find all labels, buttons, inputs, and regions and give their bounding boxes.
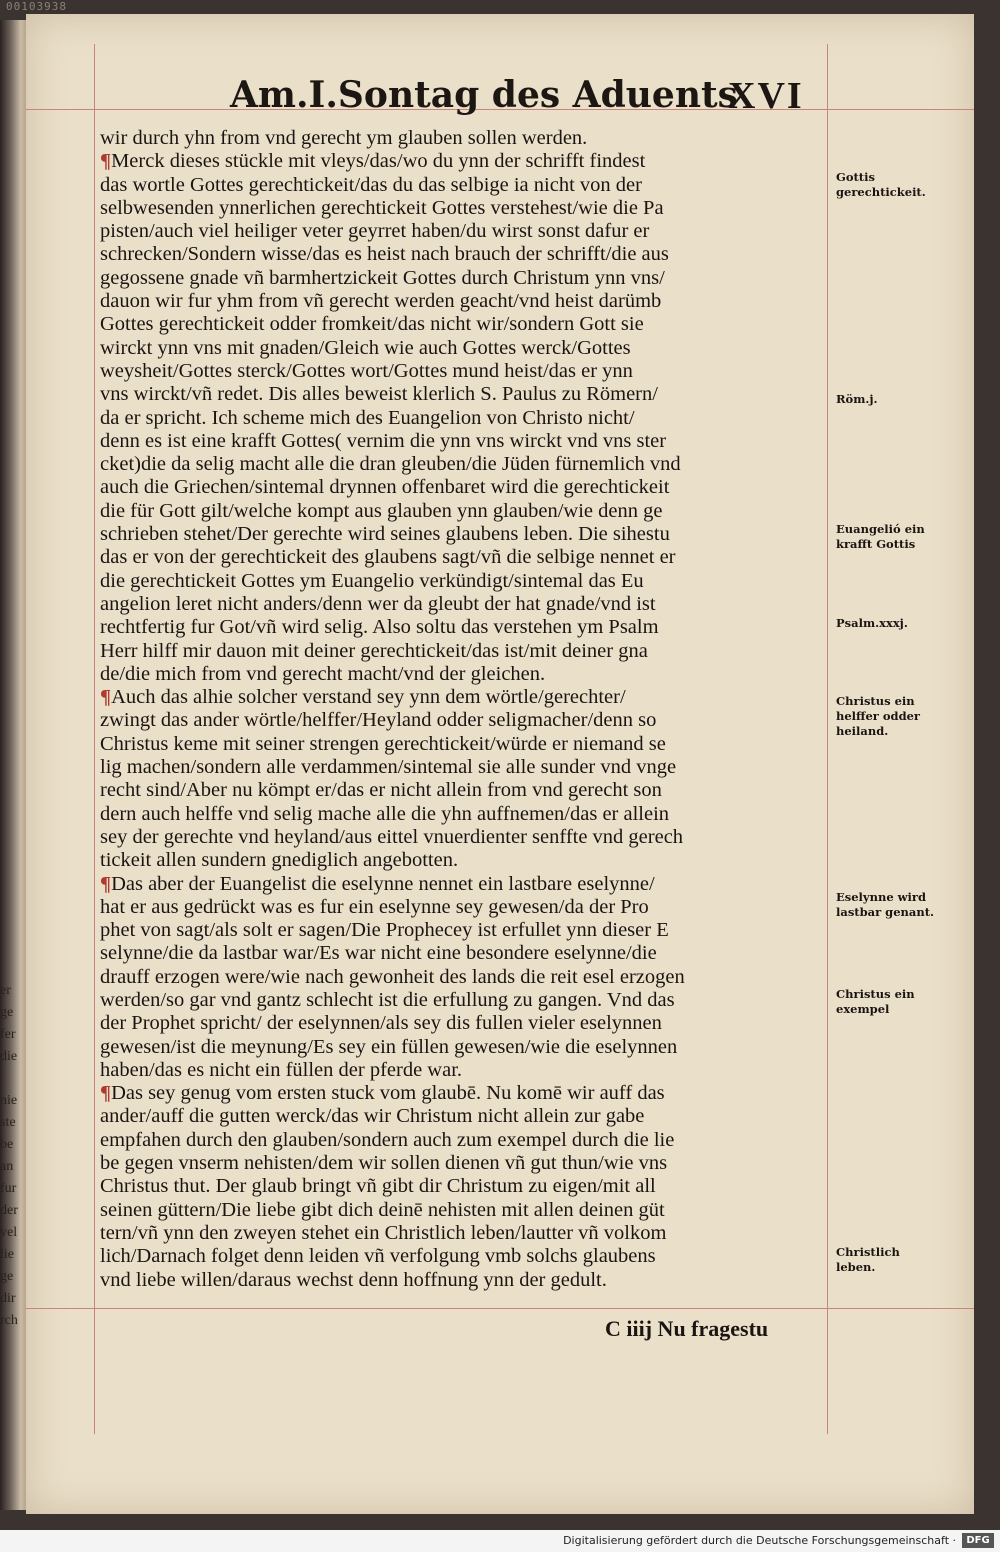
facing-page-fragment: rch: [0, 1313, 18, 1328]
text-line-content: vnd liebe willen/daraus wechst denn hoffnung ynn der gedult.: [100, 1268, 607, 1291]
text-line: [100, 1269, 827, 1292]
pilcrow-mark: ¶: [100, 1082, 112, 1105]
text-line: [100, 733, 827, 756]
facing-page-fragment: der: [0, 1203, 18, 1218]
text-line: [100, 640, 827, 663]
facing-page-fragment: vel: [0, 1225, 18, 1240]
text-line-content: sey der gerechte vnd heyland/aus eittel vnuerdienter senffte vnd gerech: [100, 825, 684, 848]
facing-page-fragment: er: [0, 983, 11, 998]
facing-page-fragment: be: [0, 1137, 14, 1152]
running-head: Am.I.Sontag des Aduents: [230, 74, 738, 116]
text-line: [100, 826, 827, 849]
text-line-content: Auch das alhie solcher verstand sey ynn dem wörtle/gerechter/: [111, 686, 626, 709]
text-line: [100, 174, 827, 197]
facing-page-fragment: lie: [0, 1247, 14, 1262]
text-line: [100, 709, 827, 732]
text-line-content: zwingt das ander wörtle/helffer/Heyland odder seligmacher/denn so: [100, 709, 657, 732]
text-line: [100, 407, 827, 430]
text-line: [100, 220, 827, 243]
margin-note: Gottis gerechtickeit.: [836, 170, 926, 199]
scan-identifier: 00103938: [6, 0, 67, 13]
text-line: [100, 127, 827, 150]
folio-number: XVI: [728, 75, 804, 117]
margin-note: Christus ein helffer odder heiland.: [836, 694, 920, 738]
text-line-content: auch die Griechen/sintemal drynnen offenbaret wird die gerechtickeit: [100, 476, 670, 499]
text-line-content: denn es ist eine krafft Gottes( vernim die ynn vns wirckt vnd vns ster: [100, 429, 667, 452]
text-line: [100, 1129, 827, 1152]
text-line: [100, 1082, 827, 1105]
facing-page-fragment: ge: [0, 1269, 14, 1284]
facing-page-fragment: nie: [0, 1093, 18, 1108]
text-line-content: drauff erzogen were/wie nach gewonheit des lands die reit esel erzogen: [100, 965, 685, 988]
text-line: [100, 1036, 827, 1059]
footer-credit: Digitalisierung gefördert durch die Deutsche Forschungsgemeinschaft ·: [563, 1534, 956, 1547]
text-line: [100, 1245, 827, 1268]
text-line: [100, 1012, 827, 1035]
text-line-content: da er spricht. Ich scheme mich des Euangelion von Christo nicht/: [100, 406, 635, 429]
facing-page-fragment: [0, 1068, 22, 1090]
text-line: [100, 1222, 827, 1245]
facing-page-fragment: ste: [0, 1115, 16, 1130]
facing-page-fragments: [0, 980, 22, 1332]
text-line: [100, 197, 827, 220]
margin-note: Eselynne wird lastbar genant.: [836, 890, 935, 919]
main-text-block: [100, 127, 827, 1292]
margin-rule-left: [94, 44, 95, 1434]
text-line-content: tickeit allen sundern gnediglich angebotten.: [100, 849, 459, 872]
text-line: [100, 873, 827, 896]
text-line-content: gegossene gnade vñ barmhertzickeit Gottes durch Christum ynn vns/: [100, 266, 665, 289]
text-line: [100, 663, 827, 686]
text-line: [100, 593, 827, 616]
margin-note: Christlich leben.: [836, 1245, 900, 1274]
text-line: [100, 919, 827, 942]
text-line-content: dauon wir fur yhm from vñ gerecht werden geacht/vnd heist darümb: [100, 290, 662, 313]
text-line: [100, 779, 827, 802]
text-line: [100, 546, 827, 569]
facing-page-fragment: ge: [0, 1005, 14, 1020]
text-line-content: lich/Darnach folget denn leiden vñ verfolgung vmb solchs glaubens: [100, 1245, 656, 1268]
text-line: [100, 243, 827, 266]
pilcrow-mark: ¶: [100, 150, 112, 173]
text-line-content: weysheit/Gottes sterck/Gottes wort/Gottes mund heist/das er ynn: [100, 359, 633, 382]
text-line-content: angelion leret nicht anders/denn wer da gleubt der hat gnade/vnd ist: [100, 592, 656, 615]
text-line: [100, 966, 827, 989]
facing-page-fragment: fer: [0, 1027, 16, 1042]
text-line-content: dern auch helffe vnd selig mache alle die yhn auffnemen/das er allein: [100, 802, 670, 825]
text-line-content: Merck dieses stückle mit vleys/das/wo du ynn der schrifft findest: [111, 150, 646, 173]
text-line-content: Das sey genug vom ersten stuck vom glaubē. Nu komē wir auff das: [111, 1082, 665, 1105]
facing-page-fragment: fur: [0, 1181, 17, 1196]
text-line: [100, 1152, 827, 1175]
text-line: [100, 1199, 827, 1222]
text-line-content: schrecken/Sondern wisse/das es heist nach brauch der schrifft/die aus: [100, 243, 669, 266]
text-line: [100, 989, 827, 1012]
pilcrow-mark: ¶: [100, 872, 112, 895]
text-line-content: seinen güttern/Die liebe gibt dich deinē nehisten mit allen deinen güt: [100, 1198, 665, 1221]
text-line-content: hat er aus gedrückt was es fur ein eselynne sey gewesen/da der Pro: [100, 895, 649, 918]
text-line: [100, 523, 827, 546]
text-line-content: Christus thut. Der glaub bringt vñ gibt dir Christum zu eigen/mit all: [100, 1175, 656, 1198]
text-line-content: Gottes gerechtickeit odder fromkeit/das nicht wir/sondern Gott sie: [100, 313, 644, 336]
text-line: [100, 267, 827, 290]
text-line: [100, 383, 827, 406]
margin-note: Christus ein exempel: [836, 987, 915, 1016]
text-line: [100, 896, 827, 919]
text-line: [100, 500, 827, 523]
text-line-content: lig machen/sondern alle verdammen/sintemal sie alle sunder vnd vnge: [100, 756, 677, 779]
facing-page-fragment: die: [0, 1049, 18, 1064]
text-line-content: de/die mich from vnd gerecht macht/vnd der gleichen.: [100, 662, 546, 685]
text-line-content: wirckt ynn vns mit gnaden/Gleich wie auch Gottes werck/Gottes: [100, 336, 631, 359]
text-line: [100, 360, 827, 383]
text-line: [100, 570, 827, 593]
text-line: [100, 290, 827, 313]
margin-rule-right: [827, 44, 828, 1434]
text-line-content: vns wirckt/vñ redet. Dis alles beweist klerlich S. Paulus zu Römern/: [100, 383, 658, 406]
text-line-content: die gerechtickeit Gottes ym Euangelio verkündigt/sintemal das Eu: [100, 569, 644, 592]
text-line-content: rechtfertig fur Got/vñ wird selig. Also soltu das verstehen ym Psalm: [100, 616, 659, 639]
text-line: [100, 616, 827, 639]
digitization-footer: [0, 1530, 1000, 1552]
text-line-content: der Prophet spricht/ der eselynnen/als sey dis fullen vieler eselynnen: [100, 1012, 662, 1035]
text-line: [100, 686, 827, 709]
text-line-content: selbwesenden ynnerlichen gerechtickeit Gottes verstehest/wie die Pa: [100, 196, 664, 219]
text-line: [100, 1105, 827, 1128]
catchword: C iiij Nu fragestu: [605, 1316, 769, 1341]
text-line: [100, 150, 827, 173]
text-line: [100, 476, 827, 499]
text-line-content: werden/so gar vnd gantz schlecht ist die erfullung zu gangen. Vnd das: [100, 988, 675, 1011]
text-line-content: Christus keme mit seiner strengen gerechtickeit/würde er niemand se: [100, 732, 666, 755]
text-line: [100, 1175, 827, 1198]
text-line-content: ander/auff die gutten werck/das wir Christum nicht allein zur gabe: [100, 1105, 645, 1128]
text-line-content: die für Gott gilt/welche kompt aus glauben ynn glauben/wie denn ge: [100, 499, 663, 522]
text-line-content: selynne/die da lastbar war/Es war nicht eine besondere eselynne/die: [100, 942, 657, 965]
facing-page-fragment: dir: [0, 1291, 16, 1306]
text-line-content: das wortle Gottes gerechtickeit/das du das selbige ia nicht von der: [100, 173, 642, 196]
margin-note: Psalm.xxxj.: [836, 616, 908, 630]
pilcrow-mark: ¶: [100, 686, 112, 709]
text-line-content: cket)die da selig macht alle die dran gleuben/die Jüden fürnemlich vnd: [100, 453, 681, 476]
text-line-content: Herr hilff mir dauon mit deiner gerechtickeit/das ist/mit deiner gna: [100, 639, 648, 662]
text-line-content: phet von sagt/als solt er sagen/Die Prophecey ist erfullet ynn dieser E: [100, 919, 669, 942]
text-line: [100, 849, 827, 872]
text-line: [100, 756, 827, 779]
text-line: [100, 337, 827, 360]
text-line: [100, 803, 827, 826]
text-line-content: empfahen durch den glauben/sondern auch zum exempel durch die lie: [100, 1128, 675, 1151]
text-line: [100, 430, 827, 453]
margin-note: Röm.j.: [836, 392, 878, 406]
text-line-content: gewesen/ist die meynung/Es sey ein füllen gewesen/wie die eselynnen: [100, 1035, 678, 1058]
text-line-content: recht sind/Aber nu kömpt er/das er nicht allein from vnd gerecht son: [100, 779, 662, 802]
text-line-content: tern/vñ ynn den zweyen stehet ein Christlich leben/lautter vñ volkom: [100, 1221, 667, 1244]
text-line-content: das er von der gerechtickeit des glaubens sagt/vñ die selbige nennet er: [100, 546, 676, 569]
text-line-content: haben/das es nicht ein füllen der pferde war.: [100, 1058, 463, 1081]
text-line: [100, 942, 827, 965]
text-line-content: schrieben stehet/Der gerechte wird seines glaubens leben. Die sihestu: [100, 523, 670, 546]
text-line: [100, 453, 827, 476]
text-line: [100, 1059, 827, 1082]
text-line-content: be gegen vnserm nehisten/dem wir sollen dienen vñ gut thun/wie vns: [100, 1152, 668, 1175]
facing-page-fragment: an: [0, 1159, 14, 1174]
margin-rule-bottom: [26, 1308, 974, 1309]
margin-note: Euangelió ein krafft Gottis: [836, 522, 925, 551]
text-line-content: wir durch yhn from vnd gerecht ym glauben sollen werden.: [100, 127, 588, 149]
text-line: [100, 313, 827, 336]
text-line-content: pisten/auch viel heiliger veter geyrret haben/du wirst sonst dafur er: [100, 220, 650, 243]
dfg-logo: DFG: [962, 1533, 994, 1548]
text-line-content: Das aber der Euangelist die eselynne nennet ein lastbare eselynne/: [111, 872, 655, 895]
